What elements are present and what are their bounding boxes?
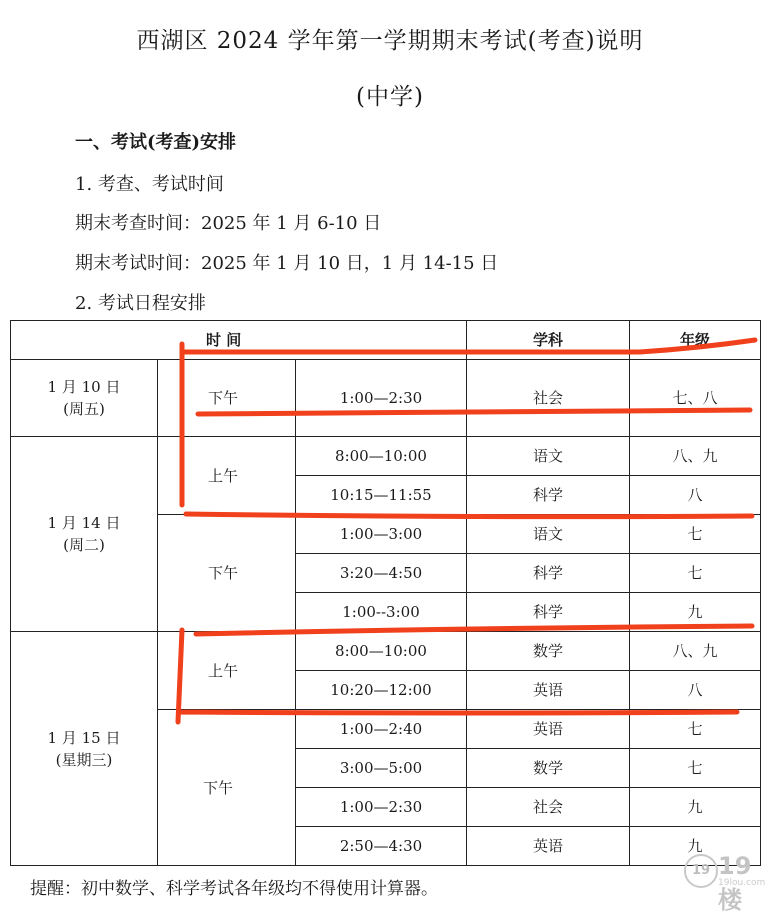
- watermark-logo: [684, 850, 766, 914]
- grade-cell: 八、九: [630, 632, 761, 671]
- time-cell: 1:00--3:00: [296, 593, 467, 632]
- exam-time-line: 期末考试时间：2025 年 1 月 10 日，1 月 14-15 日: [75, 253, 499, 274]
- subject-cell: 科学: [467, 593, 630, 632]
- weekday-label: (周五): [63, 400, 105, 418]
- time-cell: 1:00—2:40: [296, 710, 467, 749]
- grade-cell: 七、八: [630, 360, 761, 437]
- period-cell: 下午: [158, 360, 296, 437]
- watermark-brand: 19楼: [718, 852, 752, 914]
- date-cell: [11, 632, 158, 866]
- subject-cell: 英语: [467, 671, 630, 710]
- document-title: 西湖区 2024 学年第一学期期末考试(考查)说明: [136, 28, 644, 54]
- time-cell: 3:00—5:00: [296, 749, 467, 788]
- header-grade: 年级: [630, 321, 761, 360]
- grade-cell: 八、九: [630, 437, 761, 476]
- time-cell: 2:50—4:30: [296, 827, 467, 866]
- check-time-line: 期末考查时间：2025 年 1 月 6-10 日: [75, 213, 382, 234]
- subject-cell: 社会: [467, 360, 630, 437]
- time-cell: 10:15—11:55: [296, 476, 467, 515]
- subject-cell: 社会: [467, 788, 630, 827]
- grade-cell: 七: [630, 515, 761, 554]
- grade-cell: 九: [630, 827, 761, 866]
- weekday-label: (周二): [63, 536, 105, 554]
- grade-cell: 九: [630, 788, 761, 827]
- header-subject: 学科: [467, 321, 630, 360]
- date-cell: [11, 437, 158, 632]
- time-cell: 8:00—10:00: [296, 437, 467, 476]
- period-cell: 下午: [158, 515, 296, 632]
- time-cell: 1:00—2:30: [296, 788, 467, 827]
- subject-cell: 语文: [467, 437, 630, 476]
- time-cell: 1:00—3:00: [296, 515, 467, 554]
- item-heading-2: 2. 考试日程安排: [75, 293, 206, 314]
- subject-cell: 英语: [467, 827, 630, 866]
- footer-note: 提醒：初中数学、科学考试各年级均不得使用计算器。: [30, 879, 438, 899]
- section-heading: 一、考试(考查)安排: [75, 132, 237, 153]
- header-time: 时 间: [11, 321, 467, 360]
- date-label: 1 月 15 日: [47, 728, 121, 747]
- grade-cell: 七: [630, 554, 761, 593]
- item-heading-1: 1. 考查、考试时间: [75, 174, 224, 195]
- grade-cell: 九: [630, 593, 761, 632]
- date-label: 1 月 10 日: [47, 378, 121, 396]
- table-header-row: [11, 321, 761, 360]
- time-cell: 1:00—2:30: [296, 360, 467, 437]
- subject-cell: 数学: [467, 749, 630, 788]
- date-cell: [11, 360, 158, 437]
- weekday-label: (星期三): [55, 750, 113, 769]
- table-row: [11, 437, 761, 476]
- grade-cell: 八: [630, 476, 761, 515]
- period-cell: 下午: [158, 710, 296, 866]
- period-cell: 上午: [158, 437, 296, 515]
- table-row: [11, 360, 761, 437]
- subject-cell: 英语: [467, 710, 630, 749]
- grade-cell: 七: [630, 749, 761, 788]
- watermark-url: 19lou.com: [718, 878, 766, 888]
- subject-cell: 语文: [467, 515, 630, 554]
- time-cell: 3:20—4:50: [296, 554, 467, 593]
- table-row: [11, 632, 761, 671]
- subject-cell: 科学: [467, 476, 630, 515]
- subject-cell: 数学: [467, 632, 630, 671]
- document-subtitle: (中学): [356, 84, 424, 110]
- grade-cell: 八: [630, 671, 761, 710]
- date-label: 1 月 14 日: [47, 514, 121, 532]
- watermark-badge-icon: 19: [684, 854, 718, 888]
- time-cell: 8:00—10:00: [296, 632, 467, 671]
- period-cell: 上午: [158, 632, 296, 710]
- exam-schedule-table: [10, 320, 761, 866]
- grade-cell: 七: [630, 710, 761, 749]
- subject-cell: 科学: [467, 554, 630, 593]
- time-cell: 10:20—12:00: [296, 671, 467, 710]
